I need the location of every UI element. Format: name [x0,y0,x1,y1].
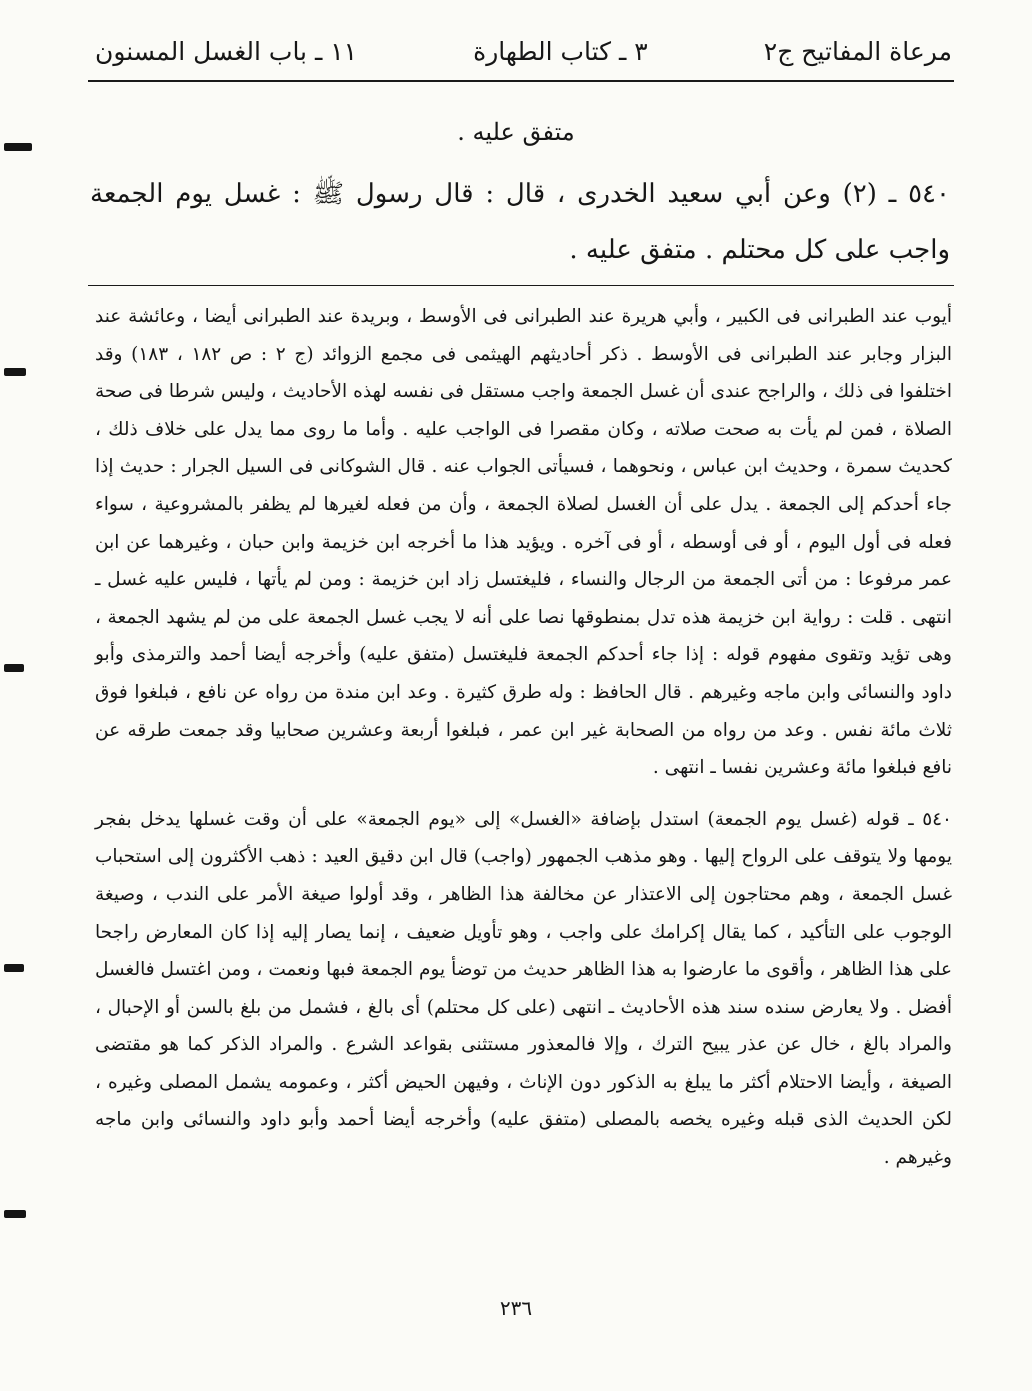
scan-margin-mark [4,964,24,972]
bab-title: ١١ ـ باب الغسل المسنون [95,36,358,66]
book-title: مرعاة المفاتيح ج٢ [763,36,952,66]
commentary [95,298,952,1177]
commentary-paragraph-2: ٥٤٠ ـ قوله (غسل يوم الجمعة) استدل بإضافة «الغسل» إلى «يوم الجمعة» على أن وقت غسلها يدخل بفجر يومها ولا يتوقف على الرواح إليها . وهو مذهب الجمهور (واجب) قال ابن دقيق العيد : ذهب الأكثرون إلى استحباب غسل الجمعة ، وهم محتاجون إلى الاعتذار عن مخالفة هذا الظاهر ، وقد أولوا صيغة الأمر على الندب ، وصيغة الوجوب على التأكيد ، كما يقال إكرامك على واجب ، وهو تأويل ضعيف ، إنما يصار إليه إذا كان المعارض راجحا على هذا الظاهر ، وأقوى ما عارضوا به هذا الظاهر حديث من توضأ يوم الجمعة فبها ونعمت ، ومن اغتسل فالغسل أفضل . ولا يعارض سنده سند هذه الأحاديث ـ انتهى (على كل محتلم) أى بالغ ، فشمل من بلغ بالسن أو الإحبال ، والمراد بالغ ، خال عن عذر يبيح الترك ، وإلا فالمعذور مستثنى بقواعد الشرع . والمراد الذكر كما هو مقتضى الصيغة ، وأيضا الاحتلام أكثر ما يبلغ به الذكور دون الإناث ، وفيهن الحيض أكثر ، وعمومه يشمل المصلى وغيره ، لكن الحديث الذى قبله وغيره يخصه بالمصلى (متفق عليه) وأخرجه أيضا أحمد وأبو داود والنسائى وابن ماجه وغيرهم . [95,808,952,1169]
running-header [95,28,952,74]
scan-margin-mark [4,1210,26,1218]
kitab-title: ٣ ـ كتاب الطهارة [473,36,648,66]
agreed-upon-note: متفق عليه . [457,118,575,146]
page-number: ٢٣٦ [499,1296,533,1320]
scan-margin-mark [4,368,26,376]
commentary-rule [88,285,954,286]
header-rule [88,80,954,82]
scan-margin-mark [4,664,24,672]
commentary-paragraph-1: أيوب عند الطبرانى فى الكبير ، وأبي هريرة عند الطبرانى فى الأوسط ، وبريدة عند الطبرانى أيضا ، وعائشة عند البزار وجابر عند الطبرانى فى الأوسط . ذكر أحاديثهم الهيثمى فى مجمع الزوائد (ج ٢ : ص ١٨٢ ، ١٨٣) وقد اختلفوا فى ذلك ، والراجح عندى أن غسل الجمعة واجب مستقل فى نفسه لهذه الأحاديث ، وليس شرطا فى صحة الصلاة ، فمن لم يأت به صحت صلاته ، وكان مقصرا فى الواجب عليه . وأما ما روى مما يدل على خلاف ذلك ، كحديث سمرة ، وحديث ابن عباس ، ونحوهما ، فسيأتى الجواب عنه . قال الشوكانى فى السيل الجرار : حديث إذا جاء أحدكم إلى الجمعة . يدل على أن الغسل لصلاة الجمعة ، وأن من فعله لغيرها لم يظفر بالمشروعية ، سواء فعله فى أول اليوم ، أو فى أوسطه ، أو فى آخره . ويؤيد هذا ما أخرجه ابن خزيمة وابن حبان ، وغيرهما عن ابن عمر مرفوعا : من أتى الجمعة من الرجال والنساء ، فليغتسل زاد ابن خزيمة : ومن لم يأتها ، فليس عليه غسل ـ انتهى . قلت : رواية ابن خزيمة هذه تدل بمنطوقها نصا على أنه لا يجب غسل الجمعة على من لم يشهد الجمعة ، وهى تؤيد وتقوى مفهوم قوله : إذا جاء أحدكم الجمعة فليغتسل (متفق عليه) وأخرجه أيضا أحمد والترمذى وأبو داود والنسائى وابن ماجه وغيرهم . قال الحافظ : وله طرق كثيرة . وعد ابن مندة من رواه عن نافع ، فبلغوا فوق ثلاث مائة نفس . وعد من رواه من الصحابة غير ابن عمر ، فبلغوا أربعة وعشرين صحابيا وقد جمعت طرقه عن نافع فبلغوا مائة وعشرين نفسا ـ انتهى . [95,306,952,779]
hadith-540: ٥٤٠ ـ (٢) وعن أبي سعيد الخدرى ، قال : قال رسول ﷺ : غسل يوم الجمعة واجب على كل محتلم . متفق عليه . [90,179,950,265]
